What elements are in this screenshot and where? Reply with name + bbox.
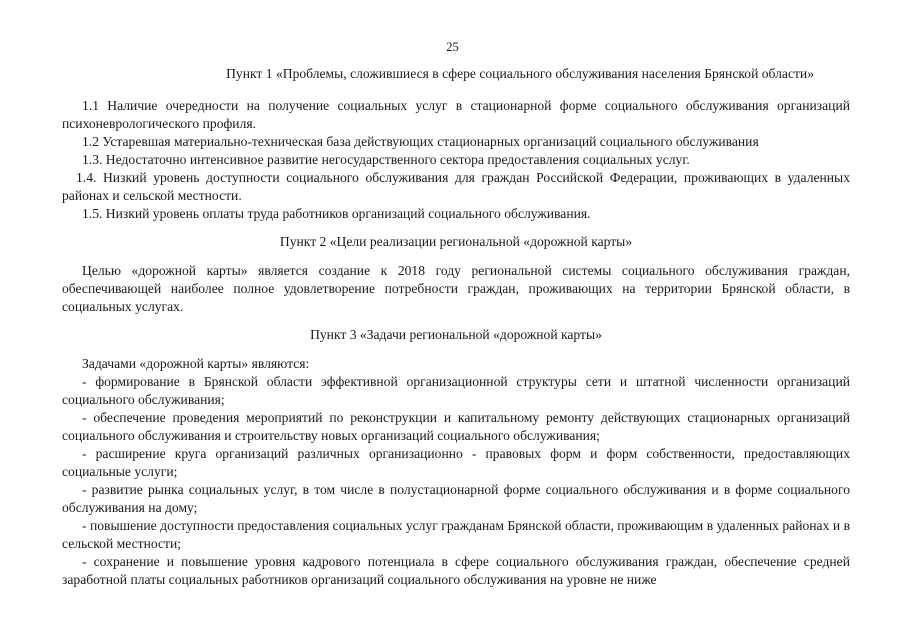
task-item: - формирование в Брянской области эффективной организационной структуры сети и штатной численности организаций социального обслуживания; [62, 374, 850, 407]
task-item: - повышение доступности предоставления социальных услуг гражданам Брянской области, проживающим в удаленных районах и в сельской местности; [62, 518, 850, 551]
task-item: - расширение круга организаций различных организационно - правовых форм и форм собственности, предоставляющих социальные услуги; [62, 446, 850, 479]
tasks-intro: Задачами «дорожной карты» являются: [82, 356, 310, 371]
task-item: - сохранение и повышение уровня кадрового потенциала в сфере социального обслуживания граждан, обеспечение средней заработной платы социальных работников организаций социального обслуживания на уровне не ниже [62, 554, 850, 587]
problem-item: 1.4. Низкий уровень доступности социального обслуживания для граждан Российской Федерации, проживающих в удаленных районах и сельской местности. [62, 170, 850, 203]
document-body [62, 65, 850, 589]
problem-item: 1.1 Наличие очередности на получение социальных услуг в стационарной форме социального обслуживания организаций психоневрологического профиля. [62, 98, 850, 131]
task-item: - обеспечение проведения мероприятий по реконструкции и капитальному ремонту действующих стационарных организаций социального обслуживания и строительству новых организаций социального обслуживания; [62, 410, 850, 443]
goal-block [62, 262, 850, 316]
page-number: 25 [446, 40, 459, 54]
problem-item: 1.5. Низкий уровень оплаты труда работников организаций социального обслуживания. [82, 206, 591, 221]
problem-item: 1.2 Устаревшая материально-техническая база действующих стационарных организаций социального обслуживания [82, 134, 759, 149]
problems-list [62, 97, 850, 223]
section-1-heading: Пункт 1 «Проблемы, сложившиеся в сфере социального обслуживания населения Брянской области» [226, 66, 814, 81]
section-3-heading: Пункт 3 «Задачи региональной «дорожной карты» [310, 327, 602, 342]
goal-paragraph: Целью «дорожной карты» является создание к 2018 году региональной системы социального обслуживания граждан, обеспечивающей наиболее полное удовлетворение потребности граждан, проживающих на территории Брянской области, в социальных услугах. [62, 263, 850, 314]
task-item: - развитие рынка социальных услуг, в том числе в полустационарной форме социального обслуживания и в форме социального обслуживания на дому; [62, 482, 850, 515]
tasks-block [62, 355, 850, 589]
problem-item: 1.3. Недостаточно интенсивное развитие негосударственного сектора предоставления социальных услуг. [82, 152, 690, 167]
section-2-heading: Пункт 2 «Цели реализации региональной «дорожной карты» [279, 234, 633, 249]
